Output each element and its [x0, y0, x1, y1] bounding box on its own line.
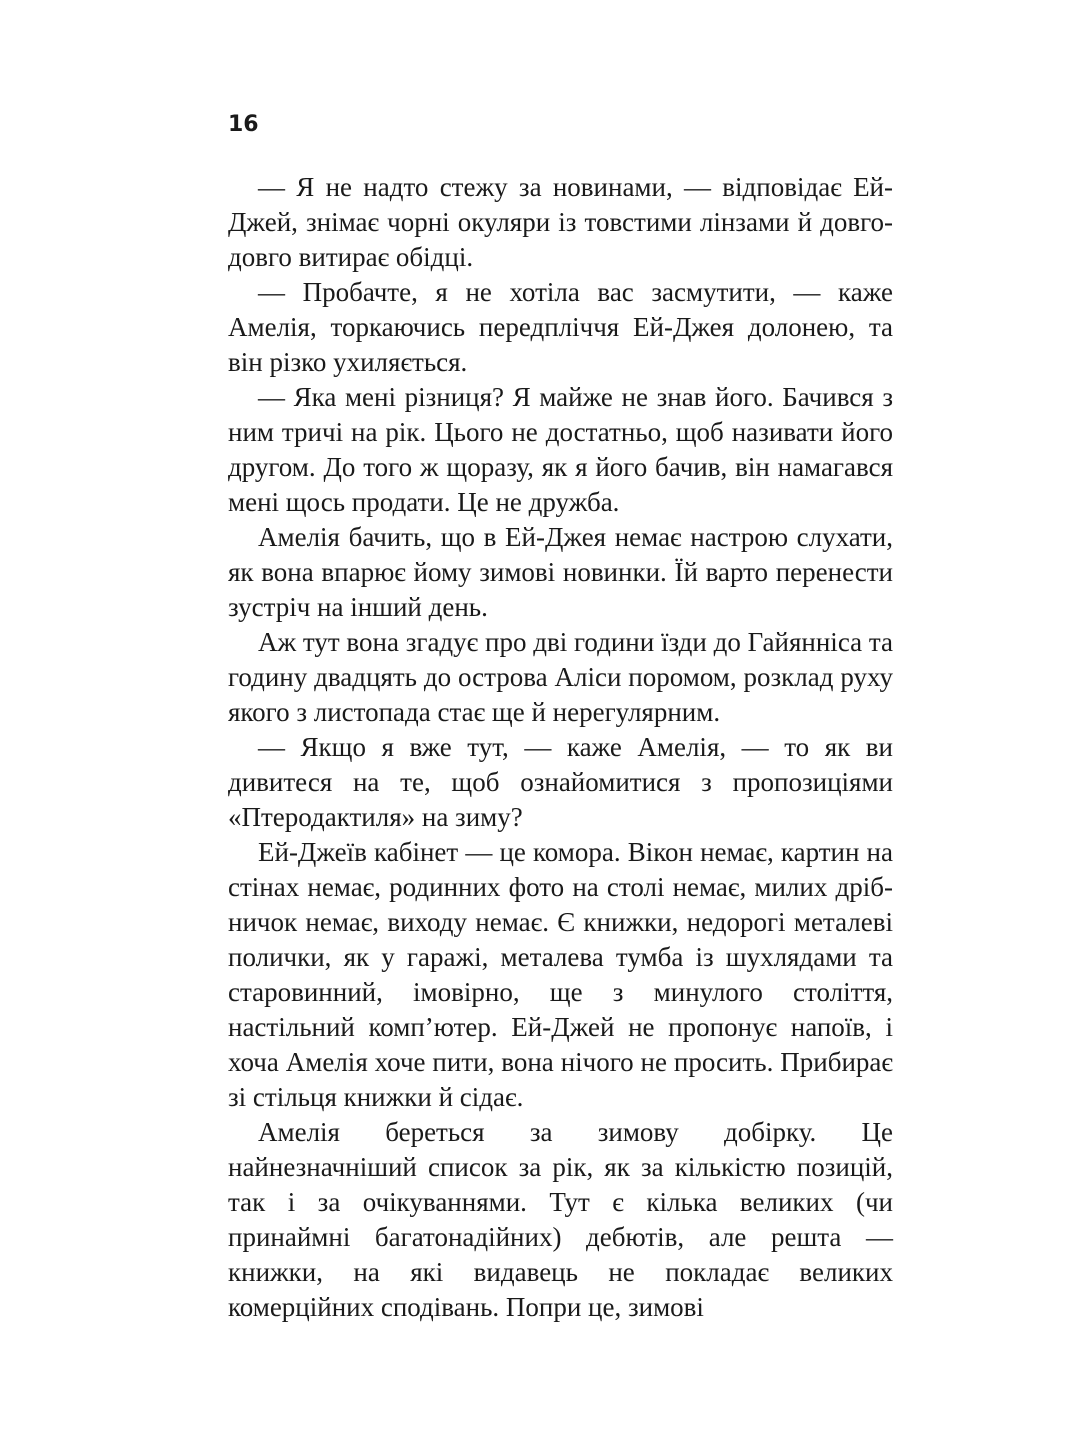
- paragraph-8: Амелія береться за зимову добірку. Це найнезначніший список за рік, як за кількістю позицій, так і за очікуваннями. Тут є кілька великих (чи принаймні багатонадійних) дебютів, але решта — книжки, на які видавець не покладає великих комерційних сподівань. Попри це, зимові: [228, 1117, 893, 1322]
- body-text: [228, 170, 893, 1325]
- paragraph-1: — Я не надто стежу за новинами, — відповідає Ей-Джей, знімає чорні окуляри із товстими лінзами й довго-довго витирає обідці.: [228, 172, 893, 272]
- page-number: 16: [228, 112, 259, 137]
- paragraph-6: — Якщо я вже тут, — каже Амелія, — то як ви дивитеся на те, щоб ознайомитися з пропозиціями «Птеродактиля» на зиму?: [228, 732, 893, 832]
- paragraph-3: — Яка мені різниця? Я майже не знав його. Бачився з ним тричі на рік. Цього не достатньо, щоб називати його другом. До того ж щоразу, як я його бачив, він намагався мені щось продати. Це не дружба.: [228, 382, 893, 517]
- paragraph-5: Аж тут вона згадує про дві години їзди до Гайянніса та годину двадцять до острова Аліси поромом, розклад руху якого з листопада стає ще й нерегулярним.: [228, 627, 893, 727]
- paragraph-2: — Пробачте, я не хотіла вас засмутити, — каже Амелія, торкаючись передпліччя Ей-Джея долонею, та він різко ухиляється.: [228, 277, 893, 377]
- paragraph-4: Амелія бачить, що в Ей-Джея немає настрою слухати, як вона впарює йому зимові новинки. Їй варто перенести зустріч на інший день.: [228, 522, 893, 622]
- paragraph-7: Ей-Джеїв кабінет — це комора. Вікон немає, картин на стінах немає, родинних фото на столі немає, милих дрібничок немає, виходу немає. Є книжки, недорогі металеві полички, як у гаражі, металева тумба із шухлядами та старовинний, імовірно, ще з минулого століття, настільний комп’ютер. Ей-Джей не пропонує напоїв, і хоча Амелія хоче пити, вона нічого не просить. Прибирає зі стільця книжки й сідає.: [228, 837, 893, 1112]
